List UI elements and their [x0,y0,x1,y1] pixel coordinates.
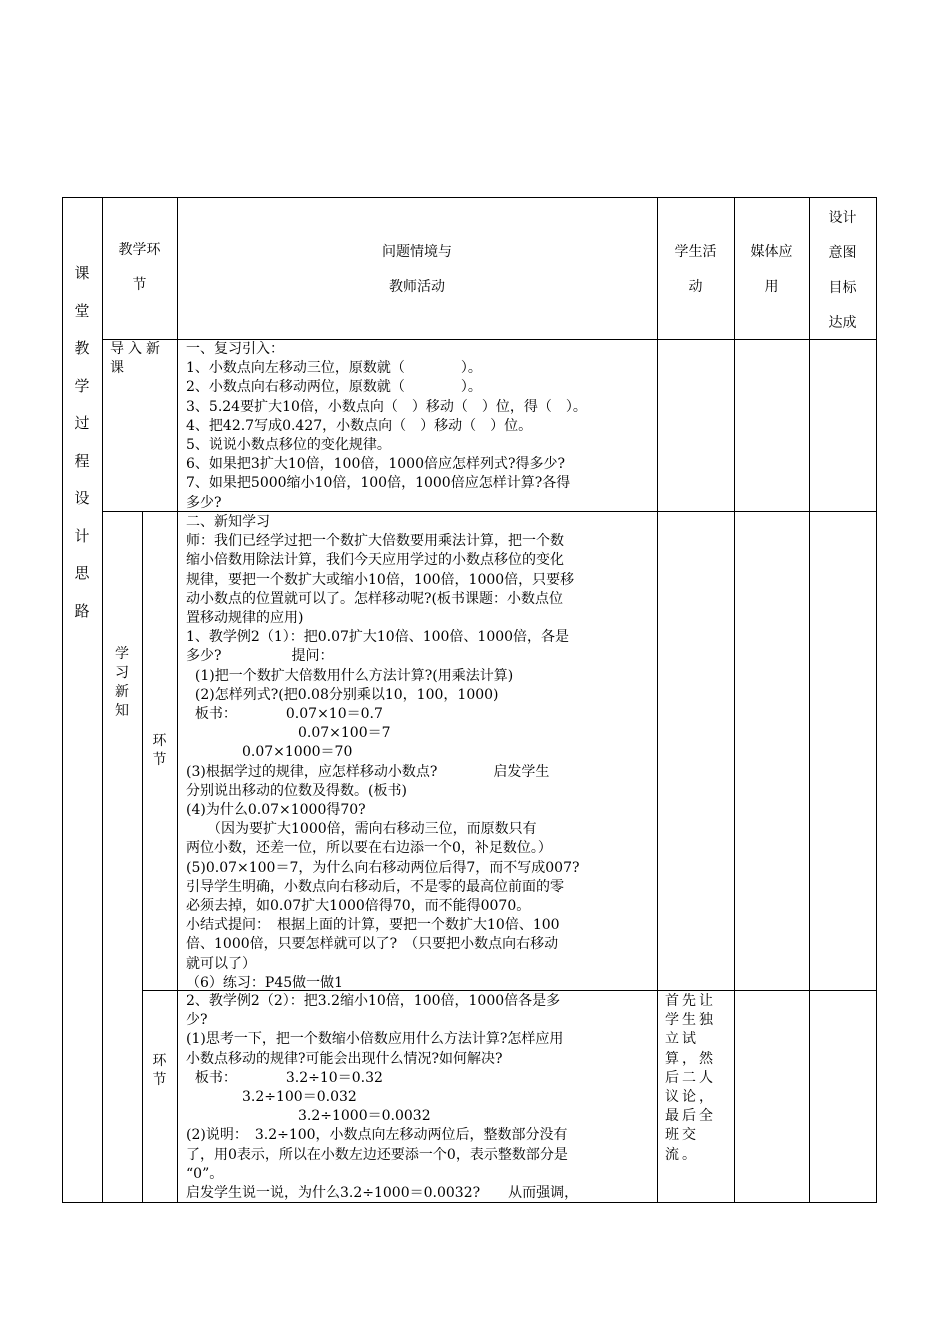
text-line: 规律，要把一个数扩大或缩小10倍，100倍，1000倍，只要移 [186,571,575,588]
text-line: 后二人 [665,1069,716,1086]
table-border-top [62,197,877,198]
stage-learn-char: 习 [115,665,129,681]
text-line: 引导学生明确，小数点向右移动后，不是零的最高位前面的零 [186,878,564,895]
text-line: “0”。 [186,1165,224,1182]
text-line: 分别说出移动的位数及得数。(板书) [186,782,407,799]
header-design [809,201,876,341]
header-stage-line2: 节 [132,277,147,293]
text-line: 缩小倍数用除法计算，我们今天应用学过的小数点移位的变化 [186,552,564,569]
text-line: 动小数点的位置就可以了。怎样移动呢?(板书课题：小数点位 [186,590,563,607]
header-media-line1: 媒体应 [750,244,793,260]
student-activity-2 [665,992,731,1165]
text-line: 启发学生说一说，为什么3.2÷1000＝0.0032? 从而强调， [186,1185,579,1202]
text-line: (4)为什么0.07×1000得70? [186,802,366,819]
col-divider [177,197,178,1203]
text-line: 6、如果把3扩大10倍，100倍，1000倍应怎样列式?得多少? [186,456,565,473]
header-design-line3: 目标 [828,280,857,296]
col-divider [142,511,143,1203]
text-line: 2、教学例2（2）：把3.2缩小10倍，100倍，1000倍各是多 [186,993,561,1009]
text-line: 两位小数，还差一位，所以要在右边添一个0，补足数位。） [186,840,552,857]
side-label-char: 计 [74,526,90,545]
text-line: 二、新知学习 [186,514,270,530]
text-line: 1、小数点向左移动三位，原数就（ ）。 [186,360,482,377]
text-line: 1、教学例2（1）：把0.07扩大10倍、100倍、1000倍，各是 [186,629,570,646]
stage-learn [102,645,142,721]
text-line: 3.2÷1000＝0.0032 [186,1108,431,1125]
side-label-char: 路 [74,601,90,620]
side-label-char: 思 [74,564,90,582]
sub-stage-1-char: 节 [152,752,167,768]
text-line: (3)根据学过的规律，应怎样移动小数点? 启发学生 [186,763,550,780]
stage-learn-char: 学 [115,646,129,662]
header-design-line2: 意图 [828,245,857,261]
intro-content [186,340,652,513]
text-line: 7、如果把5000缩小10倍，100倍，1000倍应怎样计算?各得 [186,475,571,492]
text-line: 了，用0表示，所以在小数左边还要添一个0，表示整数部分是 [186,1146,568,1163]
header-student-line2: 动 [688,279,703,295]
text-line: 0.07×100＝7 [186,725,391,742]
text-line: 就可以了） [186,955,256,972]
text-line: (1)思考一下，把一个数缩小倍数应用什么方法计算?怎样应用 [186,1031,564,1048]
header-student [657,235,734,305]
header-stage-line1: 教学环 [118,242,161,258]
text-line: 2、小数点向右移动两位，原数就（ ）。 [186,379,482,396]
header-content-line2: 教师活动 [389,279,445,295]
sub-stage-2 [142,1052,177,1090]
text-line: 学生独 [665,1012,716,1029]
text-line: 板书： 3.2÷10＝0.32 [186,1069,383,1086]
sub-stage-2-char: 环 [152,1053,167,1069]
header-content-line1: 问题情境与 [382,244,452,260]
text-line: 师：我们已经学过把一个数扩大倍数要用乘法计算，把一个数 [186,533,564,550]
header-media [734,235,809,305]
stage-intro-line2: 课 [110,360,124,377]
text-line: 板书： 0.07×10＝0.7 [186,706,383,723]
text-line: 多少? [186,494,222,511]
text-line: 小数点移动的规律?可能会出现什么情况?如何解决? [186,1050,503,1067]
text-line: 必须去掉，如0.07扩大1000倍得70，而不能得0070。 [186,898,531,915]
col-divider [734,197,735,1203]
text-line: 5、说说小数点移位的变化规律。 [186,437,391,454]
stage-learn-char: 知 [115,703,129,719]
text-line: 多少? 提问： [186,648,334,665]
stage-learn-char: 新 [115,684,129,700]
text-line: (5)0.07×100＝7，为什么向右移动两位后得7，而不写成007? [186,859,580,876]
learn-content-1 [186,513,652,993]
side-label-char: 教 [74,339,90,357]
text-line: 3、5.24要扩大10倍，小数点向（ ）移动（ ）位，得（ ）。 [186,398,587,415]
text-line: 立试 [665,1031,699,1048]
text-line: 置移动规律的应用) [186,610,304,627]
sub-stage-1-char: 环 [152,733,167,749]
text-line: （因为要扩大1000倍，需向右移动三位，而原数只有 [186,821,537,838]
text-line: (1)把一个数扩大倍数用什么方法计算?(用乘法计算) [186,667,514,684]
side-label-char: 学 [74,376,90,395]
header-design-line1: 设计 [828,210,857,226]
text-line: 算，然 [665,1050,716,1067]
stage-intro [110,340,172,378]
text-line: 首先让 [665,993,716,1009]
text-line: 小结式提问： 根据上面的计算，要把一个数扩大10倍、100 [186,917,560,934]
text-line: 倍、1000倍，只要怎样就可以了? （只要把小数点向右移动 [186,936,559,953]
side-label [62,255,102,630]
text-line: 一、复习引入： [186,341,284,357]
sub-stage-1 [142,732,177,770]
header-stage [102,233,177,303]
text-line: (2)说明： 3.2÷100，小数点向左移动两位后，整数部分没有 [186,1127,568,1144]
text-line: 0.07×1000＝70 [186,744,353,761]
text-line: 流。 [665,1146,699,1163]
sub-stage-2-char: 节 [152,1072,167,1088]
header-media-line2: 用 [764,279,779,295]
table-border-right [876,197,877,1203]
side-label-char: 设 [74,489,90,507]
text-line: 少? [186,1012,208,1029]
text-line: 3.2÷100＝0.032 [186,1089,357,1106]
text-line: (2)怎样列式?(把0.08分别乘以10，100，1000) [186,686,499,703]
side-label-char: 课 [74,264,90,282]
learn-content-2 [186,992,652,1203]
text-line: 班交 [665,1127,699,1144]
text-line: 4、把42.7写成0.427，小数点向（ ）移动（ ）位。 [186,417,533,434]
header-student-line1: 学生活 [674,244,717,260]
col-divider [657,197,658,1203]
side-label-char: 程 [74,451,90,470]
header-design-line4: 达成 [828,315,857,331]
lesson-plan-table [62,197,877,1203]
header-content [177,235,657,305]
text-line: 议论， [665,1089,716,1106]
side-label-char: 过 [74,414,90,432]
side-label-char: 堂 [74,301,90,320]
text-line: （6）练习：P45做一做1 [186,974,344,991]
text-line: 最后全 [665,1108,716,1125]
stage-intro-line1: 导入新 [110,341,164,357]
col-divider [809,197,810,1203]
